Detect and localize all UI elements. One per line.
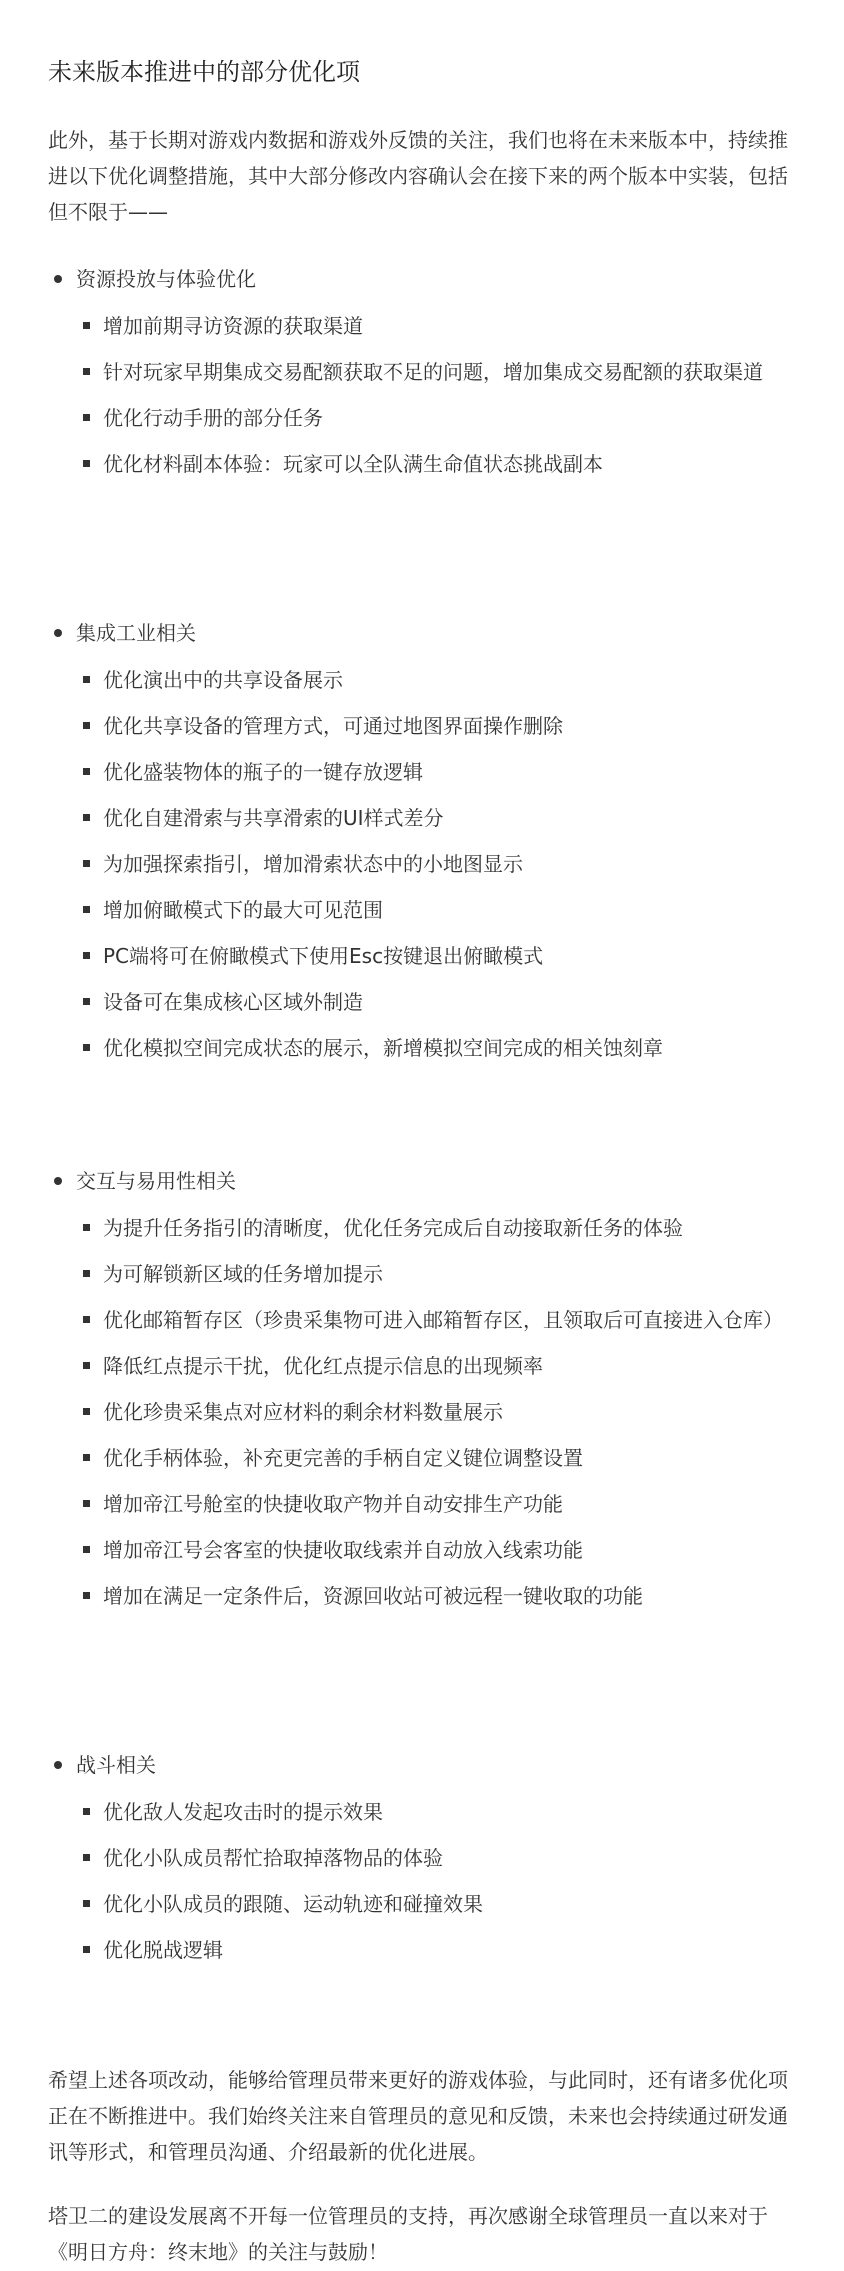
bullet-square-icon	[83, 998, 90, 1005]
list-item	[48, 1578, 796, 1614]
list-item-text: 优化邮箱暂存区（珍贵采集物可进入邮箱暂存区，且领取后可直接进入仓库）	[103, 1308, 783, 1332]
list-item	[48, 754, 796, 790]
list-item	[48, 1394, 796, 1430]
section-title	[48, 616, 796, 650]
bullet-square-icon	[83, 1592, 90, 1599]
list-item-text: 针对玩家早期集成交易配额获取不足的问题，增加集成交易配额的获取渠道	[103, 360, 763, 384]
bullet-square-icon	[83, 814, 90, 821]
bullet-square-icon	[83, 1044, 90, 1051]
section-title-text: 资源投放与体验优化	[76, 267, 256, 291]
closing-paragraph: 希望上述各项改动，能够给管理员带来更好的游戏体验，与此同时，还有诸多优化项正在不断推进中。我们始终关注来自管理员的意见和反馈，未来也会持续通过研发通讯等形式，和管理员沟通、介绍最新的优化进展。	[48, 2068, 788, 2164]
list-item-text: 优化模拟空间完成状态的展示，新增模拟空间完成的相关蚀刻章	[103, 1036, 663, 1060]
page-title: 未来版本推进中的部分优化项	[48, 58, 360, 86]
section-title	[48, 1748, 796, 1782]
bullet-square-icon	[83, 1316, 90, 1323]
list-item-text: 降低红点提示干扰，优化红点提示信息的出现频率	[103, 1354, 543, 1378]
bullet-square-icon	[83, 722, 90, 729]
section-title	[48, 262, 796, 296]
list-item-text: 优化盛装物体的瓶子的一键存放逻辑	[103, 760, 423, 784]
list-item-text: 优化手柄体验，补充更完善的手柄自定义键位调整设置	[103, 1446, 583, 1470]
list-item-text: 优化自建滑索与共享滑索的UI样式差分	[103, 806, 444, 830]
list-item-text: 为可解锁新区域的任务增加提示	[103, 1262, 383, 1286]
list-item	[48, 1256, 796, 1292]
list-item	[48, 938, 796, 974]
item-list	[48, 662, 796, 1066]
list-item	[48, 892, 796, 928]
bullet-square-icon	[83, 1362, 90, 1369]
list-item-text: 优化敌人发起攻击时的提示效果	[103, 1800, 383, 1824]
bullet-square-icon	[83, 460, 90, 467]
section-interaction	[48, 1164, 796, 1624]
list-item-text: 增加帝江号舱室的快捷收取产物并自动安排生产功能	[103, 1492, 563, 1516]
list-item-text: 增加帝江号会客室的快捷收取线索并自动放入线索功能	[103, 1538, 583, 1562]
bullet-square-icon	[83, 1946, 90, 1953]
list-item	[48, 1932, 796, 1968]
list-item	[48, 400, 796, 436]
list-item	[48, 708, 796, 744]
closing-thanks-paragraph: 塔卫二的建设发展离不开每一位管理员的支持，再次感谢全球管理员一直以来对于《明日方舟：终末地》的关注与鼓励！	[48, 2204, 768, 2264]
list-item-text: 优化材料副本体验：玩家可以全队满生命值状态挑战副本	[103, 452, 603, 476]
list-item-text: 设备可在集成核心区域外制造	[103, 990, 363, 1014]
list-item	[48, 1030, 796, 1066]
section-combat	[48, 1748, 796, 1978]
list-item	[48, 846, 796, 882]
list-item	[48, 800, 796, 836]
list-item-text: 优化珍贵采集点对应材料的剩余材料数量展示	[103, 1400, 503, 1424]
list-item-text: 增加在满足一定条件后，资源回收站可被远程一键收取的功能	[103, 1584, 643, 1608]
bullet-square-icon	[83, 1454, 90, 1461]
bullet-square-icon	[83, 768, 90, 775]
bullet-square-icon	[83, 368, 90, 375]
bullet-square-icon	[83, 322, 90, 329]
list-item-text: 为加强探索指引，增加滑索状态中的小地图显示	[103, 852, 523, 876]
bullet-square-icon	[83, 1808, 90, 1815]
bullet-square-icon	[83, 1500, 90, 1507]
bullet-disc-icon	[54, 1761, 62, 1769]
list-item-text: 增加前期寻访资源的获取渠道	[103, 314, 363, 338]
list-item	[48, 308, 796, 344]
list-item	[48, 1302, 796, 1338]
list-item-text: 优化行动手册的部分任务	[103, 406, 323, 430]
list-item	[48, 1886, 796, 1922]
bullet-square-icon	[83, 860, 90, 867]
bullet-disc-icon	[54, 629, 62, 637]
list-item-text: 优化脱战逻辑	[103, 1938, 223, 1962]
list-item	[48, 354, 796, 390]
bullet-square-icon	[83, 1900, 90, 1907]
intro-paragraph: 此外，基于长期对游戏内数据和游戏外反馈的关注，我们也将在未来版本中，持续推进以下优化调整措施，其中大部分修改内容确认会在接下来的两个版本中实装，包括但不限于——	[48, 128, 788, 224]
bullet-square-icon	[83, 1270, 90, 1277]
section-industry	[48, 616, 796, 1076]
list-item-text: PC端将可在俯瞰模式下使用Esc按键退出俯瞰模式	[103, 944, 544, 968]
list-item-text: 为提升任务指引的清晰度，优化任务完成后自动接取新任务的体验	[103, 1216, 683, 1240]
bullet-square-icon	[83, 952, 90, 959]
list-item-text: 优化小队成员的跟随、运动轨迹和碰撞效果	[103, 1892, 483, 1916]
section-title-text: 战斗相关	[76, 1753, 156, 1777]
item-list	[48, 1794, 796, 1968]
list-item	[48, 1486, 796, 1522]
section-resource	[48, 262, 796, 492]
section-title-text: 集成工业相关	[76, 621, 196, 645]
list-item-text: 优化共享设备的管理方式，可通过地图界面操作删除	[103, 714, 563, 738]
bullet-disc-icon	[54, 275, 62, 283]
bullet-square-icon	[83, 906, 90, 913]
bullet-square-icon	[83, 414, 90, 421]
bullet-square-icon	[83, 1854, 90, 1861]
item-list	[48, 308, 796, 482]
item-list	[48, 1210, 796, 1614]
list-item	[48, 446, 796, 482]
bullet-square-icon	[83, 1546, 90, 1553]
list-item	[48, 1210, 796, 1246]
list-item-text: 增加俯瞰模式下的最大可见范围	[103, 898, 383, 922]
bullet-square-icon	[83, 1408, 90, 1415]
list-item	[48, 662, 796, 698]
bullet-square-icon	[83, 676, 90, 683]
list-item-text: 优化演出中的共享设备展示	[103, 668, 343, 692]
list-item	[48, 1840, 796, 1876]
bullet-disc-icon	[54, 1177, 62, 1185]
list-item	[48, 1348, 796, 1384]
section-title	[48, 1164, 796, 1198]
section-title-text: 交互与易用性相关	[76, 1169, 236, 1193]
list-item	[48, 1532, 796, 1568]
list-item	[48, 984, 796, 1020]
list-item-text: 优化小队成员帮忙拾取掉落物品的体验	[103, 1846, 443, 1870]
list-item	[48, 1440, 796, 1476]
list-item	[48, 1794, 796, 1830]
bullet-square-icon	[83, 1224, 90, 1231]
